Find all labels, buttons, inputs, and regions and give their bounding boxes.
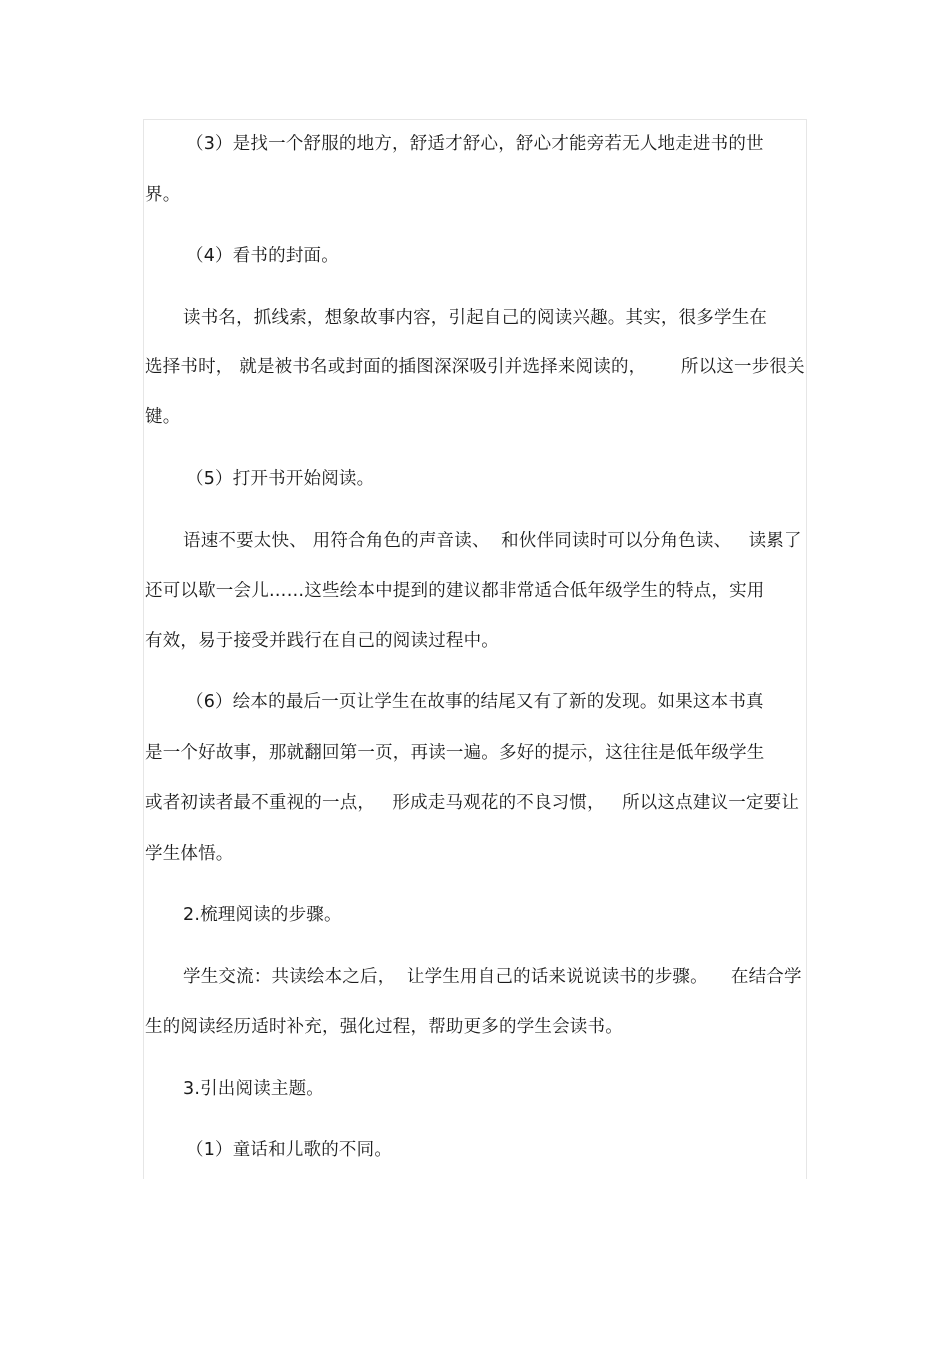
section-heading: 2.梳理阅读的步骤。 xyxy=(183,905,342,925)
text-line: （5）打开书开始阅读。 xyxy=(186,469,375,489)
text-line: 学生体悟。 xyxy=(145,844,234,864)
text-line: （3）是找一个舒服的地方，舒适才舒心，舒心才能旁若无人地走进书的世 xyxy=(186,134,764,154)
text-line: 语速不要太快、 用符合角色的声音读、 和伙伴同读时可以分角色读、 读累了 xyxy=(183,531,802,551)
text-line: （4）看书的封面。 xyxy=(186,246,339,266)
text-line: 界。 xyxy=(145,185,181,205)
text-line: 生的阅读经历适时补充，强化过程，帮助更多的学生会读书。 xyxy=(145,1017,623,1037)
text-line: （6）绘本的最后一页让学生在故事的结尾又有了新的发现。如果这本书真 xyxy=(186,692,764,712)
text-line: 还可以歇一会儿……这些绘本中提到的建议都非常适合低年级学生的特点，实用 xyxy=(145,581,765,601)
text-line: 学生交流：共读绘本之后， 让学生用自己的话来说说读书的步骤。 在结合学 xyxy=(183,967,802,987)
text-line: 或者初读者最不重视的一点， 形成走马观花的不良习惯， 所以这点建议一定要让 xyxy=(145,793,800,813)
text-line: 是一个好故事，那就翻回第一页，再读一遍。多好的提示，这往往是低年级学生 xyxy=(145,743,765,763)
text-line: （1）童话和儿歌的不同。 xyxy=(186,1140,393,1160)
text-line: 选择书时， 就是被书名或封面的插图深深吸引并选择来阅读的， 所以这一步很关 xyxy=(145,357,805,377)
text-line: 键。 xyxy=(145,407,181,427)
text-line: 有效，易于接受并践行在自己的阅读过程中。 xyxy=(145,631,499,651)
text-line: 读书名，抓线索，想象故事内容，引起自己的阅读兴趣。其实，很多学生在 xyxy=(183,308,768,328)
section-heading: 3.引出阅读主题。 xyxy=(183,1079,324,1099)
